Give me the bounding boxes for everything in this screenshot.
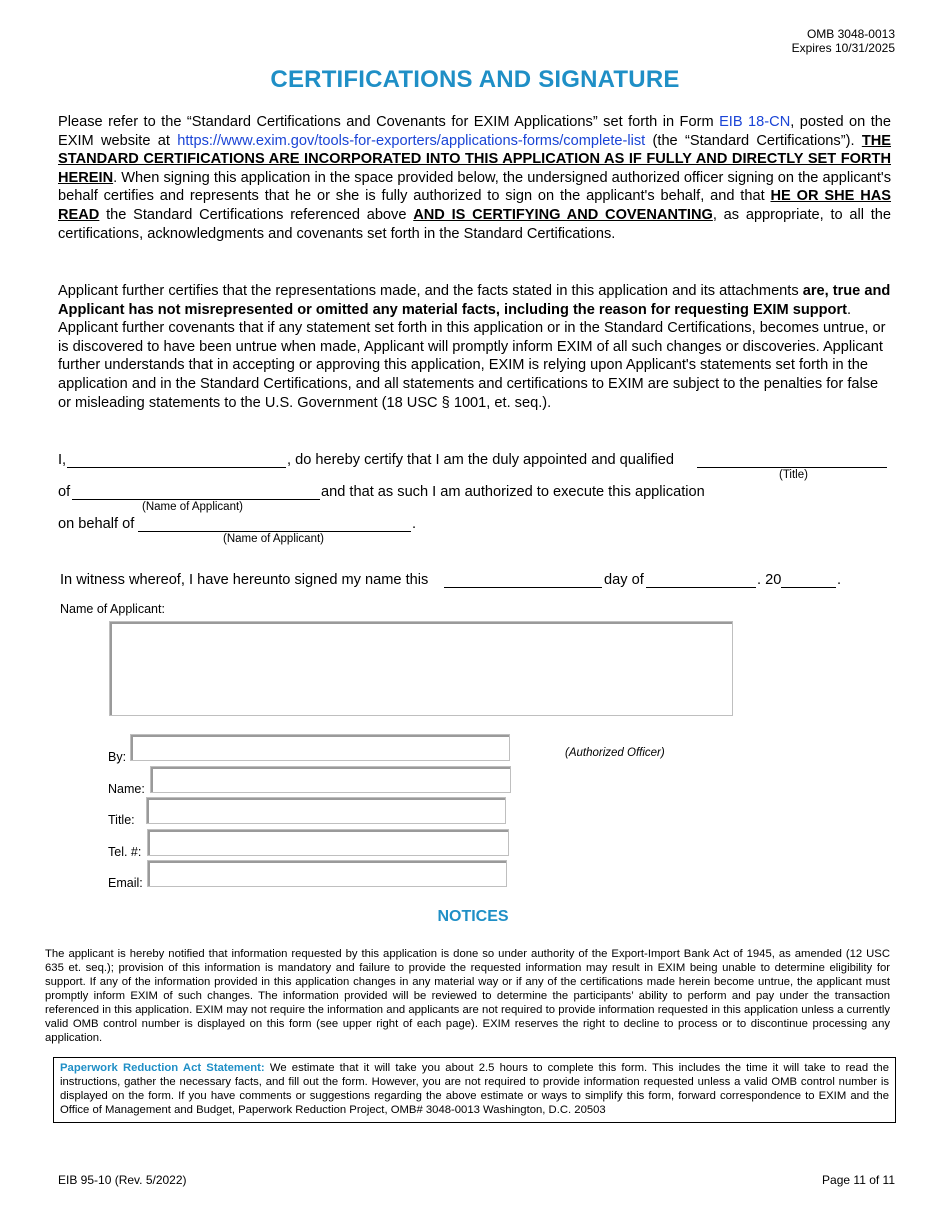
applicant-name-line-1[interactable]	[72, 499, 320, 500]
applicant-name-line-2[interactable]	[138, 531, 411, 532]
email-field[interactable]	[147, 860, 507, 887]
incorporation-statement: THE STANDARD CERTIFICATIONS ARE INCORPORATED INTO THIS APPLICATION AS IF FULLY AND DIRECTLY SET FORTH	[58, 132, 891, 168]
name-of-applicant-label: Name of Applicant:	[60, 602, 165, 616]
notices-heading: NOTICES	[437, 908, 509, 925]
applicant-certification-paragraph	[58, 282, 891, 412]
day-line[interactable]	[444, 587, 602, 588]
applicant-name-caption-2: (Name of Applicant)	[223, 533, 324, 545]
para2-bold-statement: are, true and Applicant has not misrepresented or omitted any material facts, including the reason for requesting EXIM support	[58, 283, 891, 318]
title-label: Title:	[108, 813, 135, 827]
behalf-suffix: .	[412, 516, 417, 532]
authorized-officer-caption: (Authorized Officer)	[565, 747, 665, 759]
form-id: EIB 95-10 (Rev. 5/2022)	[58, 1173, 187, 1187]
applicant-name-caption-1: (Name of Applicant)	[142, 501, 243, 513]
certify-statement: , do hereby certify that I am the duly appointed and qualified	[287, 452, 674, 468]
paperwork-reduction-title: Paperwork Reduction Act Statement:	[60, 1062, 265, 1074]
of-prefix: of	[58, 484, 71, 500]
title-caption: (Title)	[779, 469, 808, 481]
paperwork-reduction-text: We estimate that it will take you about 2.5 hours to complete this form. This includes the time it will take to read the instructions, gather the necessary facts, and fill out the form. However, you are not required to provide information requested unless a valid OMB control number is displayed on the form. If you have comments or suggestions regarding the above estimate or ways to simplify this form, forward correspondence to EXIM and the Office of Management and Budget, Paperwork Reduction Project, OMB# 3048-0013 Washington, D.C. 20503	[60, 1062, 889, 1116]
para1-text-1: Please refer to the “Standard Certifications and Covenants for EXIM Applications” set forth in Form	[58, 114, 720, 130]
notices-text: The applicant is hereby notified that information requested by this application is done so under authority of the Export-Import Bank Act of 1945, as amended (12 USC 635 et. seq.); provision of this information is mandatory and failure to provide the requested information may result in EXIM being unable to determine eligibility for support. If any of the information provided in this application changes in any material way or if any of the certifications made herein become untrue, the applicant must promptly inform EXIM of such changes. The information provided will be reviewed to determine the participants’ ability to perform and pay under the transaction referenced in this application. EXIM may not require the information and applicants are not required to provide information requested in this application unless a currently valid OMB control number is displayed on this form (see upper right of each page). EXIM reserves the right to decline to process or to discontinue processing any application.	[45, 948, 890, 1044]
para1-text-2: , posted on the EXIM website at	[58, 114, 892, 149]
authorized-statement: and that as such I am authorized to execute this application	[321, 484, 705, 500]
certifying-covenanting-text: AND IS CERTIFYING AND COVENANTING	[413, 206, 713, 223]
para1-text-3: (the “Standard Certifications”).	[645, 132, 862, 149]
certifier-name-line[interactable]	[67, 467, 286, 468]
email-label: Email:	[108, 876, 143, 890]
omb-expiration: Expires 10/31/2025	[791, 41, 895, 55]
year-suffix: .	[837, 572, 842, 588]
page-title: CERTIFICATIONS AND SIGNATURE	[270, 66, 680, 93]
officer-name-field[interactable]	[150, 766, 511, 793]
year-prefix: . 20	[757, 572, 782, 588]
witness-statement: In witness whereof, I have hereunto signed my name this	[60, 572, 429, 588]
herein-text: HEREIN	[58, 169, 114, 186]
paperwork-reduction-box	[53, 1057, 896, 1123]
tel-label: Tel. #:	[108, 845, 142, 859]
form-eib-18cn-link[interactable]: EIB 18-CN	[719, 114, 791, 130]
omb-number: OMB 3048-0013	[806, 27, 895, 41]
applicant-name-field[interactable]	[109, 621, 733, 716]
behalf-prefix: on behalf of	[58, 516, 135, 532]
page-number: Page 11 of 11	[822, 1173, 895, 1187]
para2-text-1: Applicant further certifies that the representations made, and the facts stated in this application and its attachments	[58, 283, 803, 299]
month-line[interactable]	[646, 587, 756, 588]
certify-i-prefix: I,	[58, 452, 67, 468]
para2-text-2: . Applicant further covenants that if any statement set forth in this application or in the Standard Certifications, becomes untrue, or is discovered to have been untrue when made, Applicant will promptly inform EXIM of all such changes or discoveries. Applicant further understands that in accepting or approving this application, EXIM is relying upon Applicant's statements set forth in the application and in the Standard Certifications, and all statements and certifications to EXIM are subject to the penalties for false or misleading statements to the U.S. Government (18 USC § 1001, et. seq.).	[58, 301, 886, 411]
name-label: Name:	[108, 782, 145, 796]
by-label: By:	[108, 750, 127, 764]
officer-title-field[interactable]	[146, 797, 506, 824]
telephone-field[interactable]	[147, 829, 509, 856]
omb-info	[792, 27, 895, 55]
para1-text-5: the Standard Certifications referenced above	[99, 206, 414, 223]
day-of-text: day of	[604, 572, 644, 588]
para1-text-6: , as appropriate, to all the certifications, acknowledgments and covenants set forth in the Standard Certifications.	[58, 206, 891, 242]
para1-text-4: . When signing this application in the space provided below, the undersigned authorized officer signing on the applicant's behalf certifies and represents that he or she is fully authorized to sign on the applicant's behalf, and that	[58, 169, 891, 205]
certifier-title-line[interactable]	[697, 467, 887, 468]
by-signature-field[interactable]	[130, 734, 510, 761]
year-line[interactable]	[781, 587, 836, 588]
has-read-text: HE OR SHE HAS READ	[58, 188, 892, 223]
exim-website-link[interactable]: https://www.exim.gov/tools-for-exporters/applications-forms/complete-list	[177, 132, 646, 149]
standard-certifications-paragraph	[58, 113, 891, 243]
